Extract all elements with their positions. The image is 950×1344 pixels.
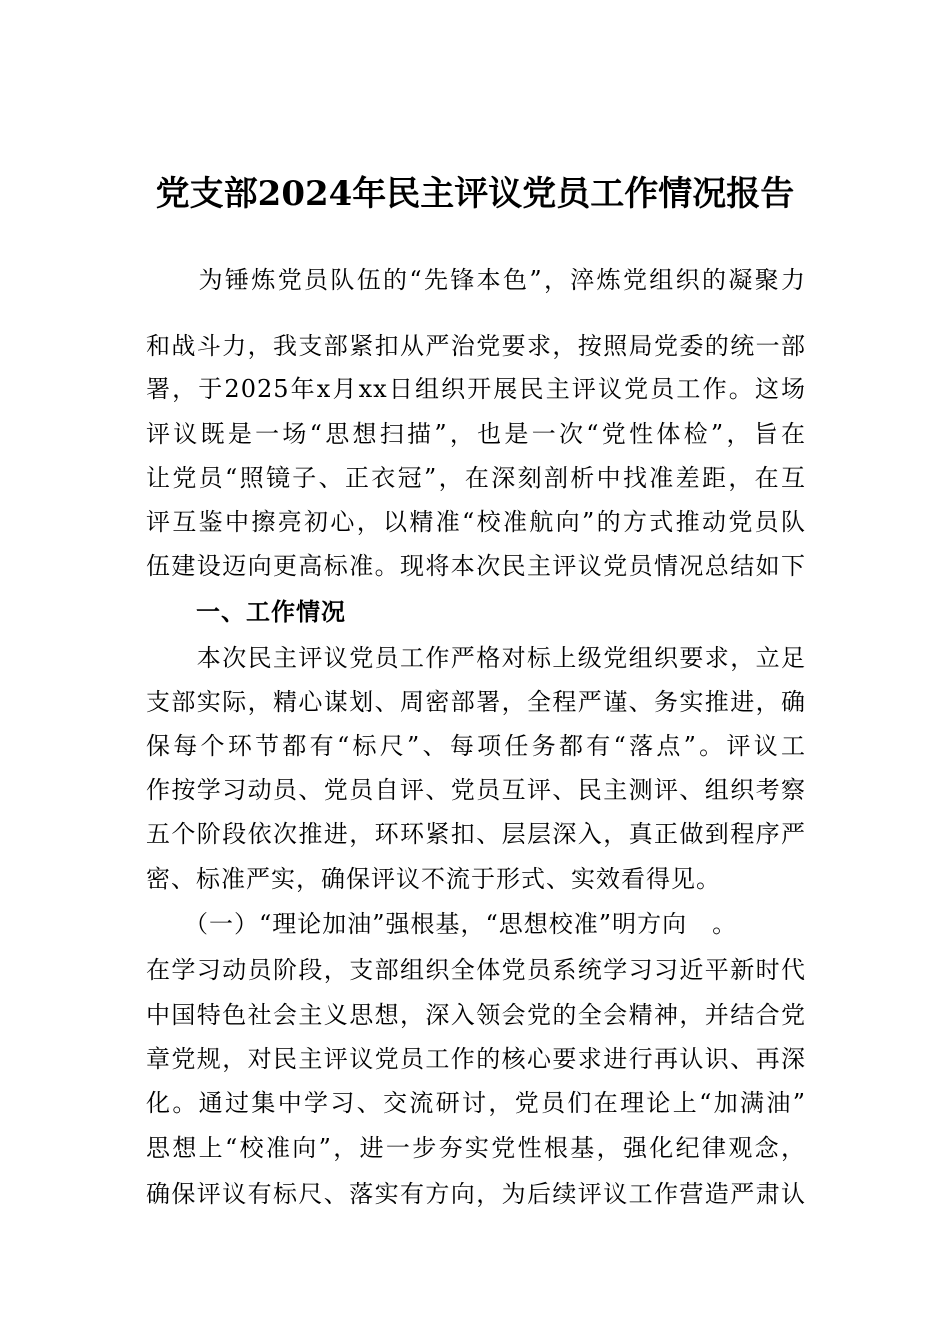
- paragraph-line: 评互鉴中擦亮初心，以精准“校准航向”的方式推动党员队: [146, 508, 806, 536]
- paragraph-line: 支部实际，精心谋划、周密部署，全程严谨、务实推进，确: [146, 688, 806, 716]
- subsection-heading: （一）“理论加油”强根基，“思想校准”明方向 。: [146, 910, 738, 938]
- paragraph-line: 本次民主评议党员工作严格对标上级党组织要求，立足: [146, 644, 806, 672]
- paragraph-line: 和战斗力，我支部紧扣从严治党要求，按照局党委的统一部: [146, 332, 806, 360]
- paragraph-line: 确保评议有标尺、落实有方向，为后续评议工作营造严肃认: [146, 1180, 806, 1208]
- paragraph-line: 伍建设迈向更高标准。现将本次民主评议党员情况总结如下: [146, 552, 806, 580]
- paragraph-line: 章党规，对民主评议党员工作的核心要求进行再认识、再深: [146, 1045, 806, 1073]
- section-heading: 一、工作情况: [146, 598, 346, 626]
- paragraph-line: 思想上“校准向”，进一步夯实党性根基，强化纪律观念，: [146, 1134, 806, 1162]
- paragraph-line: 保每个环节都有“标尺”、每项任务都有“落点”。评议工: [146, 732, 806, 760]
- paragraph-line: 密、标准严实，确保评议不流于形式、实效看得见。: [146, 865, 721, 893]
- paragraph-line: 让党员“照镜子、正衣冠”，在深刻剖析中找准差距，在互: [146, 464, 806, 492]
- paragraph-line: 为锤炼党员队伍的“先锋本色”，淬炼党组织的凝聚力: [146, 266, 806, 294]
- paragraph-line: 在学习动员阶段，支部组织全体党员系统学习习近平新时代: [146, 956, 806, 984]
- paragraph-line: 中国特色社会主义思想，深入领会党的全会精神，并结合党: [146, 1001, 806, 1029]
- paragraph-line: 化。通过集中学习、交流研讨，党员们在理论上“加满油”: [146, 1089, 806, 1117]
- paragraph-line: 作按学习动员、党员自评、党员互评、民主测评、组织考察: [146, 776, 806, 804]
- paragraph-line: 五个阶段依次推进，环环紧扣、层层深入，真正做到程序严: [146, 820, 806, 848]
- paragraph-line: 评议既是一场“思想扫描”，也是一次“党性体检”，旨在: [146, 420, 806, 448]
- document-title: 党支部2024年民主评议党员工作情况报告: [155, 174, 795, 214]
- paragraph-line: 署，于2025年x月xx日组织开展民主评议党员工作。这场: [146, 375, 806, 403]
